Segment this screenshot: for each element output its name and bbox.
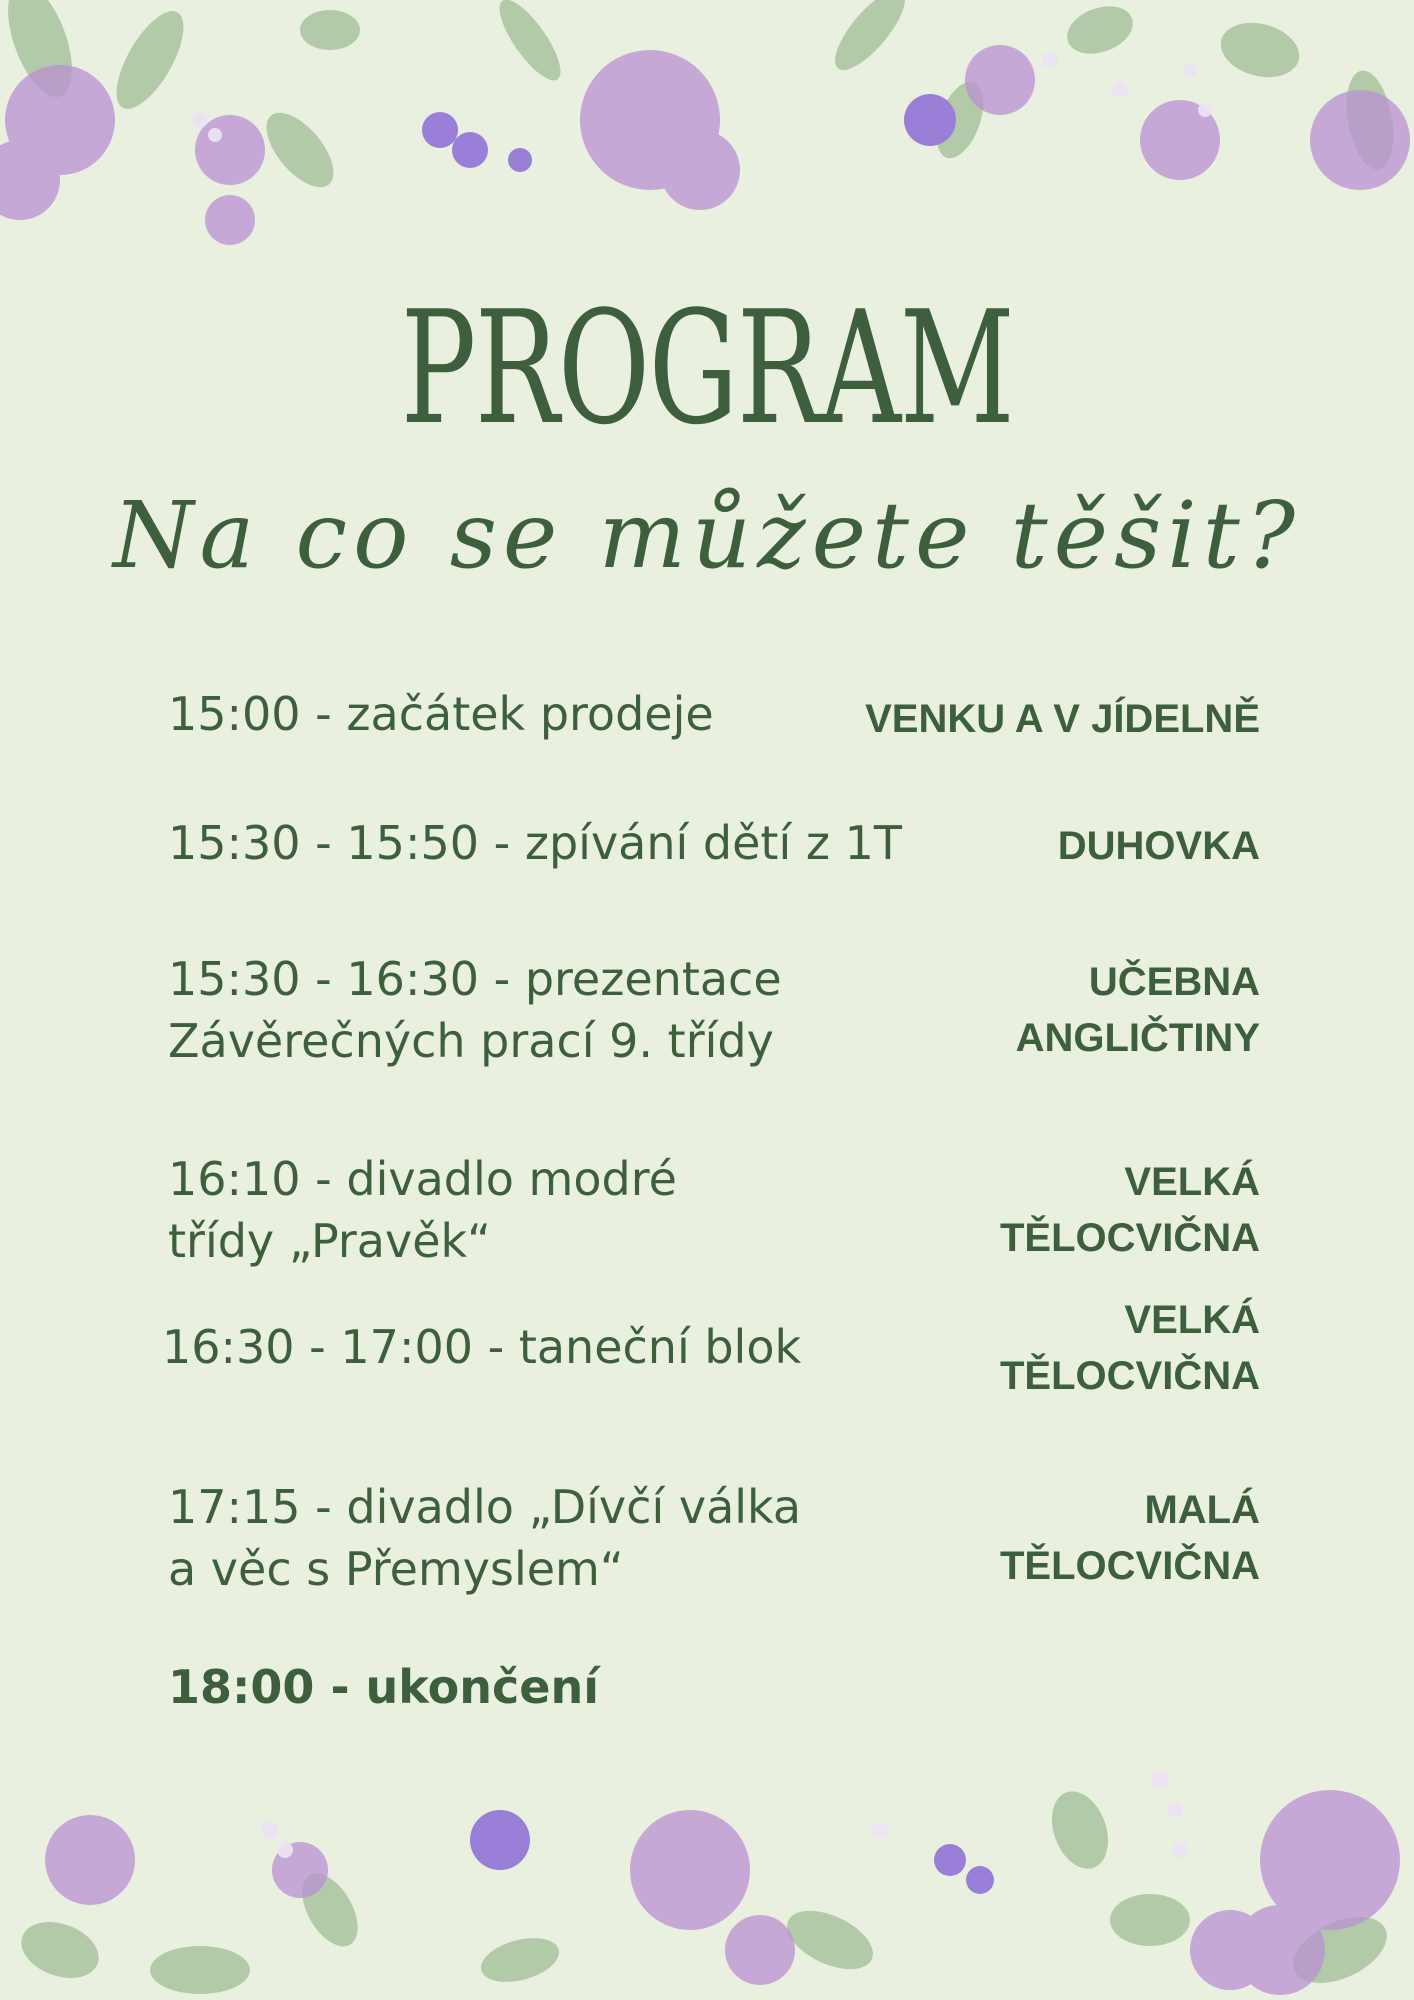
- event-text: [162, 1316, 922, 1378]
- place-line: TĚLOCVIČNA: [1000, 1544, 1260, 1588]
- event-line: 16:30 - 17:00 - taneční blok: [162, 1320, 802, 1374]
- place-line: TĚLOCVIČNA: [1000, 1354, 1260, 1398]
- event-place: [840, 954, 1260, 1066]
- event-place: [840, 691, 1260, 747]
- event-line: 16:10 - divadlo modré: [168, 1152, 677, 1206]
- event-line: 15:00 - začátek prodeje: [168, 687, 714, 741]
- place-line: VENKU A V JÍDELNĚ: [865, 697, 1260, 741]
- event-place: [840, 1154, 1260, 1266]
- event-line: 15:30 - 15:50 - zpívání dětí z 1T: [168, 816, 902, 870]
- event-line: a věc s Přemyslem“: [168, 1542, 624, 1596]
- floral-border-bottom: [0, 1750, 1414, 2000]
- event-text: [168, 948, 928, 1072]
- floral-border-top: [0, 0, 1414, 270]
- event-text: [168, 1476, 928, 1600]
- event-text: [168, 1148, 928, 1272]
- event-line: 17:15 - divadlo „Dívčí válka: [168, 1480, 802, 1534]
- event-text: [168, 683, 928, 745]
- event-place: [840, 1482, 1260, 1594]
- place-line: ANGLIČTINY: [1015, 1016, 1260, 1060]
- event-text: [168, 812, 928, 874]
- end-text: 18:00 - ukončení: [168, 1660, 599, 1714]
- place-line: DUHOVKA: [1057, 824, 1260, 868]
- place-line: TĚLOCVIČNA: [1000, 1216, 1260, 1260]
- event-place: [840, 818, 1260, 874]
- event-line: třídy „Pravěk“: [168, 1214, 491, 1268]
- page-subtitle: Na co se můžete těšit?: [112, 482, 1302, 589]
- page-title: PROGRAM: [400, 277, 1014, 459]
- event-place: [840, 1292, 1260, 1404]
- event-line: 15:30 - 16:30 - prezentace: [168, 952, 782, 1006]
- event-line: Závěrečných prací 9. třídy: [168, 1014, 774, 1068]
- place-line: VELKÁ: [1124, 1298, 1260, 1342]
- place-line: MALÁ: [1144, 1488, 1260, 1532]
- place-line: VELKÁ: [1124, 1160, 1260, 1204]
- place-line: UČEBNA: [1088, 960, 1260, 1004]
